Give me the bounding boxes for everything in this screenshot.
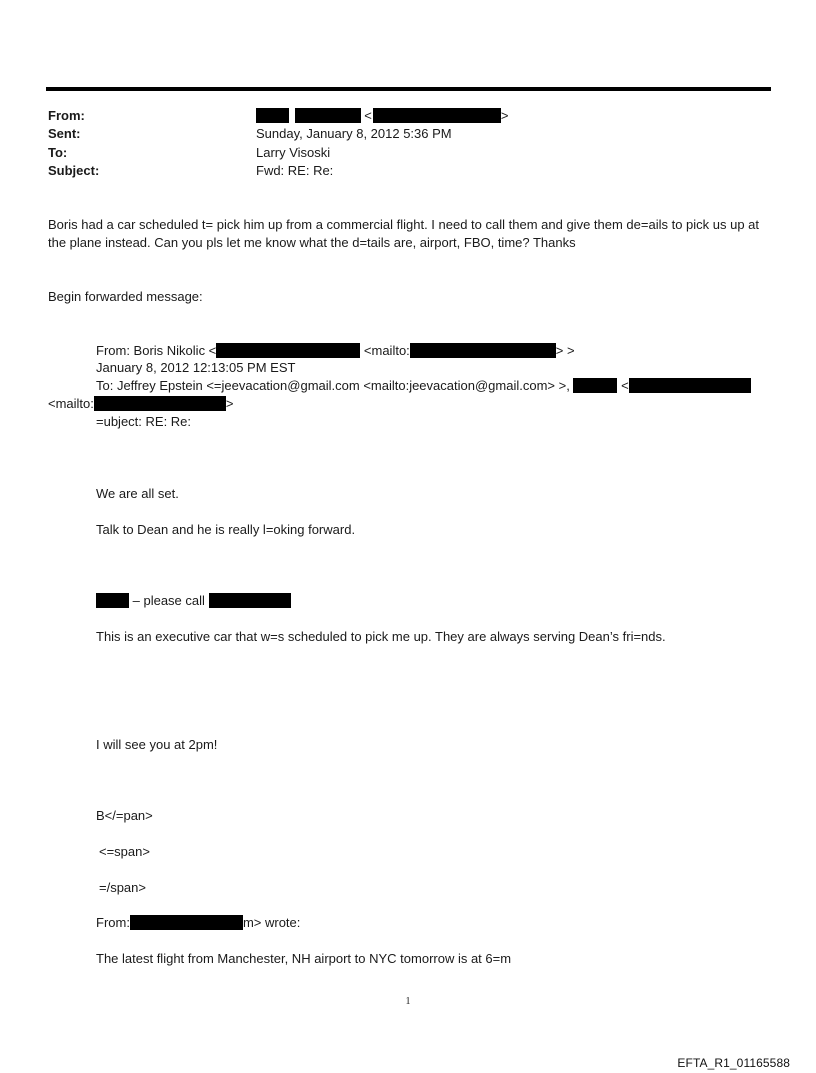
fwd-wrap-mailto: <mailto:: [48, 396, 94, 411]
line-latest: The latest flight from Manchester, NH airport to NYC tomorrow is at 6=m: [96, 951, 512, 966]
to-label: To:: [48, 145, 68, 160]
call-text: – please call: [132, 593, 205, 608]
redaction: [295, 108, 361, 123]
intro-paragraph: Boris had a car scheduled t= pick him up from a commercial flight. I need to call them and give them de=ails to pick us up at the plane instead. Can you pls let me know what the d=tails are, airport, FBO, time? Thanks: [48, 217, 760, 250]
fwd-date-line: January 8, 2012 12:13:05 PM EST: [96, 360, 296, 375]
sent-label: Sent:: [48, 126, 81, 141]
fwd-subject-line: =ubject: RE: Re:: [96, 414, 192, 429]
line-see-you: I will see you at 2pm!: [96, 737, 218, 752]
redaction: [216, 343, 360, 358]
page-number: 1: [405, 996, 411, 1007]
redaction: [94, 396, 226, 411]
redaction: [130, 915, 243, 930]
fwd-from-prefix: From: Boris Nikolic <: [96, 343, 217, 358]
from-value: [256, 107, 508, 125]
from-gt: >: [500, 108, 509, 123]
redaction: [573, 378, 617, 393]
fwd-from-mailto: <mailto:: [363, 343, 410, 358]
line-exec-car: This is an executive car that w=s scheduled to pick me up. They are always serving Dean’s fri=nds.: [96, 629, 666, 644]
wrote-suffix: m> wrote:: [242, 915, 301, 930]
fwd-to-wrap: [48, 395, 233, 413]
bates-number: EFTA_R1_01165588: [677, 1056, 790, 1070]
line-span-open: <=span>: [99, 844, 150, 859]
line-all-set: We are all set.: [96, 486, 179, 501]
fwd-from-line: [96, 342, 575, 360]
from-lt: <: [364, 108, 372, 123]
redaction: [373, 108, 501, 123]
line-call: [96, 592, 291, 610]
fwd-to-lt: <: [621, 378, 629, 393]
line-span-close: =/span>: [99, 880, 146, 895]
line-dean: Talk to Dean and he is really l=oking forward.: [96, 522, 356, 537]
redaction: [209, 593, 291, 608]
fwd-from-end: > >: [555, 343, 575, 358]
sent-value: Sunday, January 8, 2012 5:36 PM: [256, 126, 452, 141]
fwd-to-text: To: Jeffrey Epstein <=jeevacation@gmail.com <mailto:jeevacation@gmail.com> >,: [96, 378, 570, 393]
subject-value: Fwd: RE: Re:: [256, 163, 334, 178]
from-label: From:: [48, 108, 85, 123]
begin-forwarded: Begin forwarded message:: [48, 289, 203, 304]
subject-label: Subject:: [48, 163, 100, 178]
redaction: [96, 593, 129, 608]
wrote-from-prefix: From:: [96, 915, 130, 930]
redaction: [410, 343, 556, 358]
fwd-to-line: [96, 377, 751, 395]
redaction: [629, 378, 751, 393]
line-from-wrote: [96, 914, 300, 932]
redaction: [256, 108, 289, 123]
header-rule: [46, 87, 771, 91]
to-value: Larry Visoski: [256, 145, 331, 160]
fwd-wrap-end: >: [225, 396, 234, 411]
line-b-span: B</=pan>: [96, 808, 153, 823]
